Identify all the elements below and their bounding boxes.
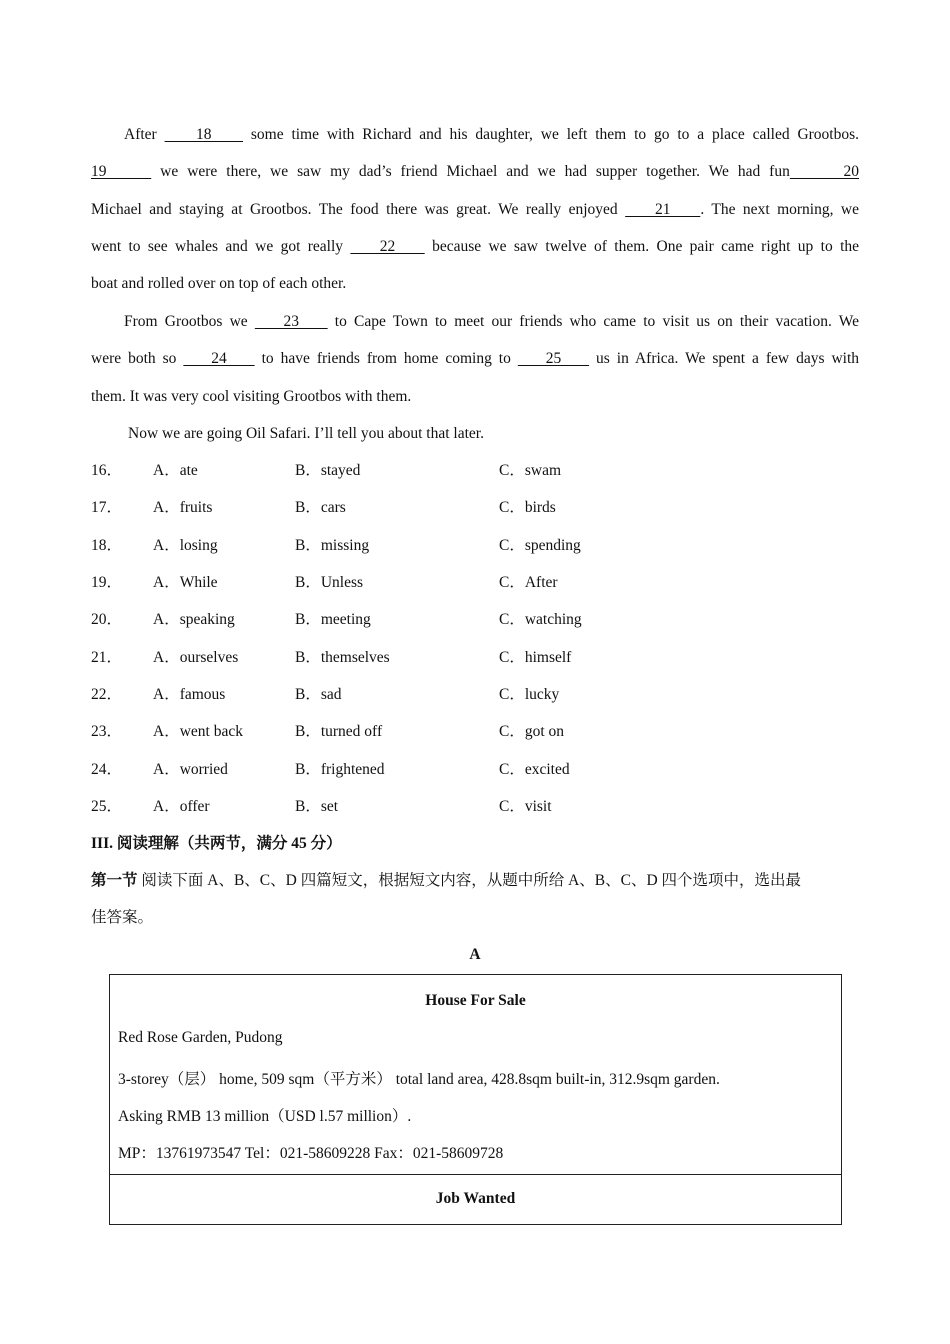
passage-paragraph-1 <box>91 116 859 302</box>
subsection-label: 第一节 <box>91 872 138 889</box>
text-run: some time with Richard and his daughter, we left them to go to a place called Grootbos. <box>243 126 860 143</box>
text-run: were both so <box>91 350 184 368</box>
text-run: . The next morning, we <box>700 200 860 218</box>
question-number: 23． <box>91 723 123 740</box>
option-c: C．got on <box>499 723 565 740</box>
question-row <box>91 489 791 526</box>
ad-title: Job Wanted <box>435 1190 516 1207</box>
option-a: A．losing <box>153 537 218 554</box>
question-row <box>91 639 791 676</box>
question-number: 16． <box>91 462 123 479</box>
question-row <box>91 452 791 489</box>
option-b: B．cars <box>295 499 346 516</box>
question-number: 17． <box>91 499 123 516</box>
option-b: B．Unless <box>295 574 364 591</box>
option-b: B．stayed <box>295 462 361 479</box>
paragraph-line <box>91 153 859 190</box>
blank-18: 18 <box>164 126 243 143</box>
question-row <box>91 527 791 564</box>
paragraph-line <box>91 228 859 265</box>
option-a: A．famous <box>153 686 226 703</box>
question-number: 25． <box>91 798 123 815</box>
option-a: A．ate <box>153 462 198 479</box>
option-b: B．sad <box>295 686 342 703</box>
passage-paragraph-3 <box>91 415 859 452</box>
section-instruction <box>91 862 859 899</box>
option-c: C．spending <box>499 537 581 554</box>
ad-price: Asking RMB 13 million（USD l.57 million）. <box>118 1108 412 1125</box>
question-row <box>91 713 791 750</box>
option-b: B．themselves <box>295 649 390 666</box>
option-c: C．visit <box>499 798 552 815</box>
ad-house-for-sale <box>109 974 842 1175</box>
option-a: A．ourselves <box>153 649 239 666</box>
option-c: C．excited <box>499 761 570 778</box>
question-row <box>91 788 791 825</box>
option-a: A．offer <box>153 798 210 815</box>
section-heading: III. 阅读理解（共两节，满分 45 分） <box>91 835 342 852</box>
text-run: to have friends from home coming to <box>254 350 518 368</box>
question-row <box>91 564 791 601</box>
option-a: A．went back <box>153 723 243 740</box>
blank-21: 21 <box>625 200 701 218</box>
text-run: From Grootbos we <box>124 313 255 330</box>
option-b: B．set <box>295 798 339 815</box>
question-row <box>91 676 791 713</box>
option-b: B．missing <box>295 537 370 554</box>
blank-22: 22 <box>350 237 425 255</box>
blank-24: 24 <box>183 350 255 368</box>
question-number: 24． <box>91 761 123 778</box>
option-b: B．meeting <box>295 611 371 628</box>
blank-25: 25 <box>517 350 590 368</box>
option-b: B．frightened <box>295 761 385 778</box>
blank-23: 23 <box>254 313 328 330</box>
question-row <box>91 751 791 788</box>
option-a: A．worried <box>153 761 228 778</box>
question-number: 18． <box>91 537 123 554</box>
text-run: we were there, we saw my dad’s friend Michael and we had supper together. We had fun <box>151 163 790 181</box>
question-number: 20． <box>91 611 123 628</box>
instruction-text: 阅读下面 A、B、C、D 四篇短文，根据短文内容，从题中所给 A、B、C、D 四个选项中，选出最 <box>137 872 802 889</box>
text-run: After <box>124 126 165 143</box>
ad-title: House For Sale <box>425 992 526 1009</box>
paragraph-line <box>91 340 859 377</box>
paragraph-line <box>91 191 859 228</box>
paragraph-line: Now we are going Oil Safari. I’ll tell you about that later. <box>128 425 484 442</box>
option-a: A．fruits <box>153 499 213 516</box>
passage-paragraph-2 <box>91 303 859 415</box>
paragraph-line <box>91 303 859 340</box>
text-run: us in Africa. We spent a few days with <box>589 350 860 368</box>
ad-job-wanted <box>109 1174 842 1225</box>
passage-label: A <box>469 946 481 963</box>
text-run: to Cape Town to meet our friends who came to visit us on their vacation. We <box>327 313 859 330</box>
option-a: A．speaking <box>153 611 235 628</box>
section-instruction-cont: 佳答案。 <box>91 909 154 926</box>
option-a: A．While <box>153 574 218 591</box>
paragraph-line: them. It was very cool visiting Grootbos with them. <box>91 387 412 405</box>
text-run: went to see whales and we got really <box>91 237 351 255</box>
ad-location: Red Rose Garden, Pudong <box>118 1029 283 1046</box>
paragraph-line: boat and rolled over on top of each other. <box>91 275 347 293</box>
option-b: B．turned off <box>295 723 383 740</box>
option-c: C．watching <box>499 611 582 628</box>
question-row <box>91 601 791 638</box>
option-c: C．lucky <box>499 686 560 703</box>
text-run: because we saw twelve of them. One pair came right up to the <box>424 237 860 255</box>
ad-contact: MP：13761973547 Tel：021-58609228 Fax：021-58609728 <box>118 1145 504 1162</box>
blank-20: 20 <box>789 163 860 181</box>
question-number: 22． <box>91 686 123 703</box>
option-c: C．himself <box>499 649 572 666</box>
option-c: C．After <box>499 574 558 591</box>
question-number: 21． <box>91 649 123 666</box>
option-c: C．birds <box>499 499 556 516</box>
blank-19: 19 <box>91 163 152 181</box>
ad-details: 3-storey（层） home, 509 sqm（平方米） total land area, 428.8sqm built-in, 312.9sqm garden. <box>118 1071 720 1088</box>
paragraph-line <box>91 116 859 153</box>
option-c: C．swam <box>499 462 562 479</box>
text-run: Michael and staying at Grootbos. The food there was great. We really enjoyed <box>91 200 626 218</box>
question-number: 19． <box>91 574 123 591</box>
